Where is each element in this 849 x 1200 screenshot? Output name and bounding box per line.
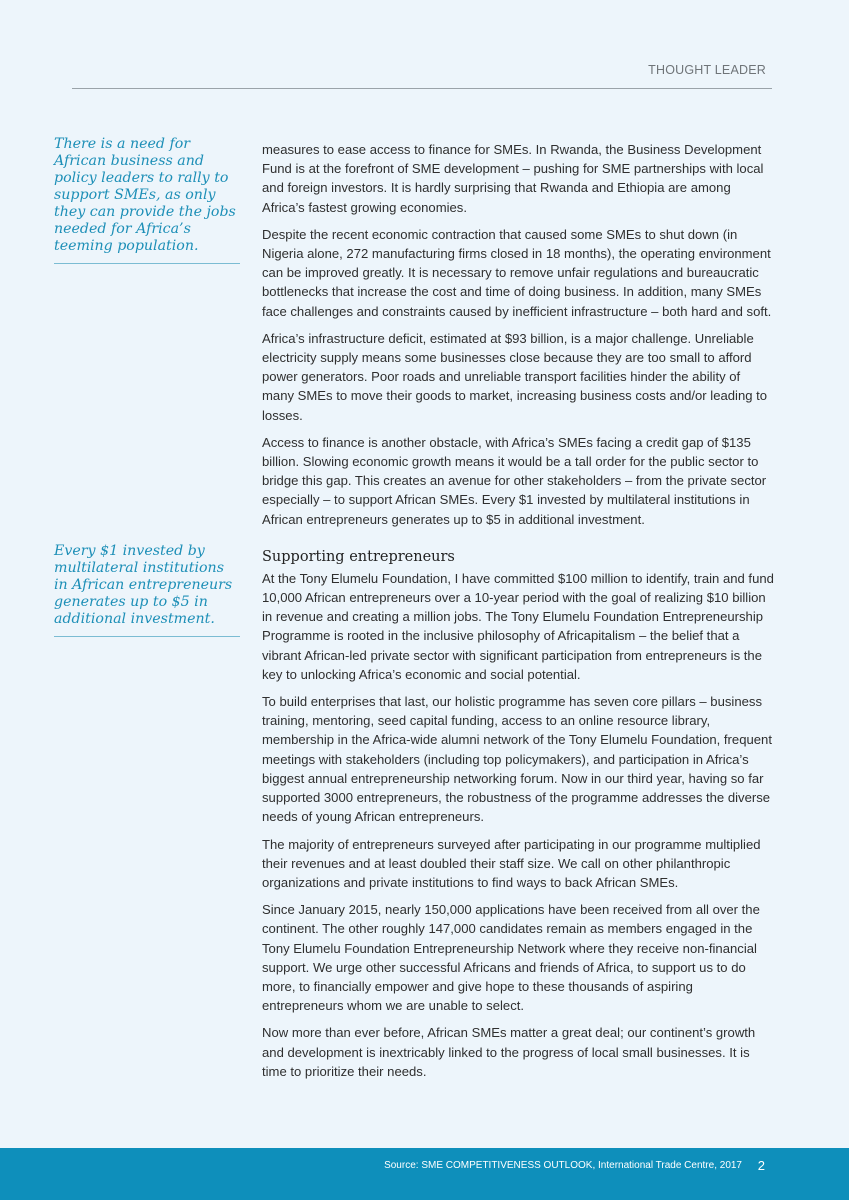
body-paragraph: Africa’s infrastructure deficit, estimated at $93 billion, is a major challenge. Unreliable electricity supply means some businesses close because they are too small to afford power generators. Poor roads and unreliable transport facilities hinder the ability of many SMEs to move their goods to market, increasing business costs and/or leading to losses. xyxy=(262,330,768,423)
body-paragraph: Access to finance is another obstacle, with Africa’s SMEs facing a credit gap of $135 billion. Slowing economic growth means it would be a tall order for the public sector to bridge this gap. This creates an avenue for other stakeholders – from the private sector especially – to support African SMEs. Every $1 invested by multilateral institutions in African entrepreneurs generates up to $5 in additional investment. xyxy=(262,434,767,527)
body-paragraph: To build enterprises that last, our holistic programme has seven core pillars – business training, mentoring, seed capital funding, access to an online resource library, membership in the Africa-wide alumni network of the Tony Elumelu Foundation, frequent meetings with stakeholders (including top policymakers), and participation in Africa’s biggest annual entrepreneurship networking forum. Now in our third year, having so far supported 3000 entrepreneurs, the robustness of the programme addresses the diverse needs of young African entrepreneurs. xyxy=(262,694,772,825)
footer-bar xyxy=(0,1148,849,1200)
section-label: THOUGHT LEADER xyxy=(648,63,766,77)
body-paragraph: Despite the recent economic contraction that caused some SMEs to shut down (in Nigeria alone, 272 manufacturing firms closed in 18 months), the operating environment can be improved greatly. It is necessary to remove unfair regulations and bureaucratic bottlenecks that increase the cost and time of doing business. In addition, many SMEs face challenges and constraints caused by inefficient infrastructure – both hard and soft. xyxy=(262,226,772,319)
body-paragraph: Now more than ever before, African SMEs matter a great deal; our continent’s growth and development is inextricably linked to the progress of local small businesses. It is time to prioritize their needs. xyxy=(262,1025,756,1079)
pull-quote-2: Every $1 invested by multilateral institutions in African entrepreneurs generates up to $5 in additional investment. xyxy=(54,543,240,637)
body-paragraph: measures to ease access to finance for SMEs. In Rwanda, the Business Development Fund is at the forefront of SME development – pushing for SME partnerships with local and foreign investors. It is hardly surprising that Rwanda and Ethiopia are among Africa’s fastest growing economies. xyxy=(262,142,764,215)
body-paragraph: At the Tony Elumelu Foundation, I have committed $100 million to identify, train and fund 10,000 African entrepreneurs over a 10-year period with the goal of realizing $10 billion in revenue and creating a million jobs. The Tony Elumelu Foundation Entrepreneurship Programme is rooted in the inclusive philosophy of Africapitalism – the belief that a vibrant African-led private sector with significant participation from entrepreneurs is the key to unlocking Africa’s economic and social potential. xyxy=(262,570,774,682)
article-body xyxy=(262,140,774,1089)
body-paragraph: Since January 2015, nearly 150,000 applications have been received from all over the continent. The other roughly 147,000 candidates remain as members engaged in the Tony Elumelu Foundation Entrepreneurship Network where they receive non-financial support. We urge other successful Africans and friends of Africa, to support us to do more, to financially empower and give hope to these thousands of aspiring entrepreneurs whom we are unable to select. xyxy=(262,902,760,1014)
pull-quote-1: There is a need for African business and policy leaders to rally to support SMEs, as only they can provide the jobs needed for Africa’s teeming population. xyxy=(54,136,240,264)
body-paragraph: The majority of entrepreneurs surveyed after participating in our programme multiplied their revenues and at least doubled their staff size. We call on other philanthropic organizations and private institutions to find ways to back African SMEs. xyxy=(262,836,761,890)
footer-source: Source: SME COMPETITIVENESS OUTLOOK, International Trade Centre, 2017 xyxy=(384,1160,742,1171)
page-number: 2 xyxy=(757,1158,765,1173)
header-divider xyxy=(72,88,772,89)
section-heading: Supporting entrepreneurs xyxy=(262,548,455,565)
